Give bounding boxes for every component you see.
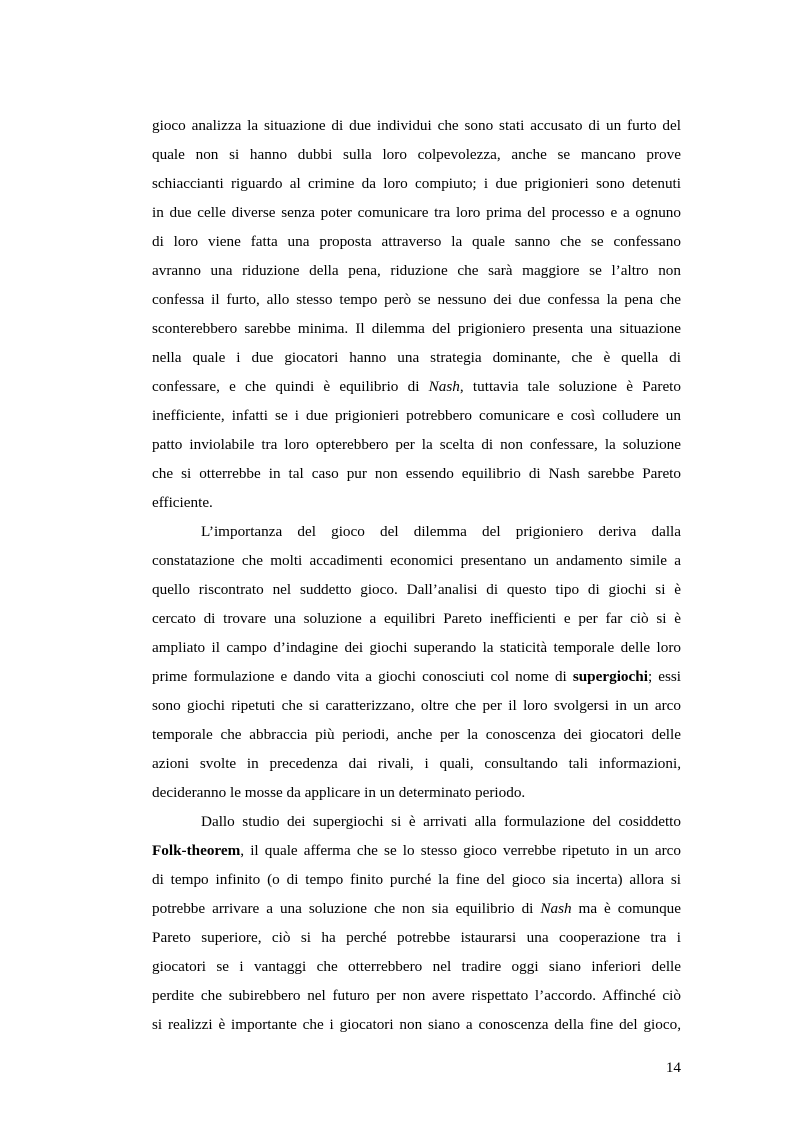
- text-run: , tuttavia tale soluzione è Pareto: [459, 378, 681, 395]
- text-run: di loro viene fatta una proposta attraverso la quale sanno che se confessano: [152, 233, 681, 250]
- text-run: avranno una riduzione della pena, riduzione che sarà maggiore se l’altro non: [152, 262, 681, 279]
- text-line: [152, 952, 681, 981]
- text-run: , il quale afferma che se lo stesso gioco verrebbe ripetuto in un arco: [240, 842, 681, 859]
- text-run: ampliato il campo d’indagine dei giochi superando la staticità temporale delle loro: [152, 639, 681, 656]
- text-line: [152, 256, 681, 285]
- text-run: constatazione che molti accadimenti economici presentano un andamento simile a: [152, 552, 681, 569]
- text-line: [152, 1010, 681, 1039]
- text-run: Dallo studio dei supergiochi si è arrivati alla formulazione del cosiddetto: [201, 813, 681, 830]
- text-run: temporale che abbraccia più periodi, anche per la conoscenza dei giocatori delle: [152, 726, 681, 743]
- text-line: [152, 807, 681, 836]
- text-line: [152, 865, 681, 894]
- text-line: [152, 546, 681, 575]
- text-line: [152, 517, 681, 546]
- text-run: confessare, e che quindi è equilibrio di: [152, 378, 429, 395]
- text-line: [152, 981, 681, 1010]
- text-line: [152, 227, 681, 256]
- text-run: quello riscontrato nel suddetto gioco. Dall’analisi di questo tipo di giochi si è: [152, 581, 681, 598]
- paragraph: [152, 517, 681, 807]
- text-run: Pareto superiore, ciò si ha perché potrebbe istaurarsi una cooperazione tra i: [152, 929, 681, 946]
- text-run: ma è comunque: [571, 900, 681, 917]
- paragraph: [152, 807, 681, 1039]
- text-line: [152, 894, 681, 923]
- text-run: nella quale i due giocatori hanno una strategia dominante, che è quella di: [152, 349, 681, 366]
- text-run: che si otterrebbe in tal caso pur non essendo equilibrio di Nash sarebbe Pareto: [152, 465, 681, 482]
- bold-term: Folk-theorem: [152, 842, 241, 859]
- text-run: di tempo infinito (o di tempo finito purché la fine del gioco sia incerta) allora si: [152, 871, 681, 888]
- text-run: in due celle diverse senza poter comunicare tra loro prima del processo e a ognuno: [152, 204, 681, 221]
- text-line: [152, 778, 681, 807]
- text-line: [152, 488, 681, 517]
- text-line: [152, 720, 681, 749]
- text-run: ; essi: [647, 668, 681, 685]
- text-line: [152, 285, 681, 314]
- text-run: schiaccianti riguardo al crimine da loro compiuto; i due prigionieri sono detenuti: [152, 175, 681, 192]
- text-line: [152, 169, 681, 198]
- text-run: azioni svolte in precedenza dai rivali, i quali, consultando tali informazioni,: [152, 755, 681, 772]
- text-run: quale non si hanno dubbi sulla loro colpevolezza, anche se mancano prove: [152, 146, 681, 163]
- body-text: [152, 111, 681, 1039]
- text-line: [152, 343, 681, 372]
- text-line: [152, 633, 681, 662]
- text-run: inefficiente, infatti se i due prigionieri potrebbero comunicare e così colludere un: [152, 407, 681, 424]
- text-line: [152, 372, 681, 401]
- paragraph: [152, 111, 681, 517]
- text-line: [152, 691, 681, 720]
- text-line: [152, 604, 681, 633]
- text-line: [152, 314, 681, 343]
- text-line: [152, 923, 681, 952]
- text-line: [152, 459, 681, 488]
- text-run: sconterebbero sarebbe minima. Il dilemma del prigioniero presenta una situazione: [152, 320, 681, 337]
- text-line: [152, 198, 681, 227]
- text-run: cercato di trovare una soluzione a equilibri Pareto inefficienti e per far ciò si è: [152, 610, 681, 627]
- text-line: [152, 836, 681, 865]
- text-run: efficiente.: [152, 494, 213, 511]
- text-line: [152, 575, 681, 604]
- text-line: [152, 140, 681, 169]
- text-line: [152, 662, 681, 691]
- text-run: giocatori se i vantaggi che otterrebbero nel tradire oggi siano inferiori delle: [152, 958, 681, 975]
- text-run: gioco analizza la situazione di due individui che sono stati accusato di un furto del: [152, 117, 681, 134]
- text-run: potrebbe arrivare a una soluzione che non sia equilibrio di: [152, 900, 541, 917]
- page-number: 14: [665, 1059, 681, 1076]
- text-run: prime formulazione e dando vita a giochi conosciuti col nome di: [152, 668, 573, 685]
- text-line: [152, 401, 681, 430]
- text-run: si realizzi è importante che i giocatori non siano a conoscenza della fine del gioco,: [152, 1016, 681, 1033]
- italic-term: Nash: [540, 900, 572, 917]
- text-run: patto inviolabile tra loro opterebbero per la scelta di non confessare, la soluzione: [152, 436, 681, 453]
- text-run: sono giochi ripetuti che si caratterizzano, oltre che per il loro svolgersi in un arco: [152, 697, 681, 714]
- bold-term: supergiochi: [572, 668, 648, 685]
- text-line: [152, 430, 681, 459]
- text-run: decideranno le mosse da applicare in un determinato periodo.: [152, 784, 526, 801]
- text-line: [152, 111, 681, 140]
- italic-term: Nash: [428, 378, 460, 395]
- text-line: [152, 749, 681, 778]
- text-run: L’importanza del gioco del dilemma del prigioniero deriva dalla: [201, 523, 681, 540]
- text-run: confessa il furto, allo stesso tempo però se nessuno dei due confessa la pena che: [152, 291, 681, 308]
- text-run: perdite che subirebbero nel futuro per non avere rispettato l’accordo. Affinché ciò: [152, 987, 681, 1004]
